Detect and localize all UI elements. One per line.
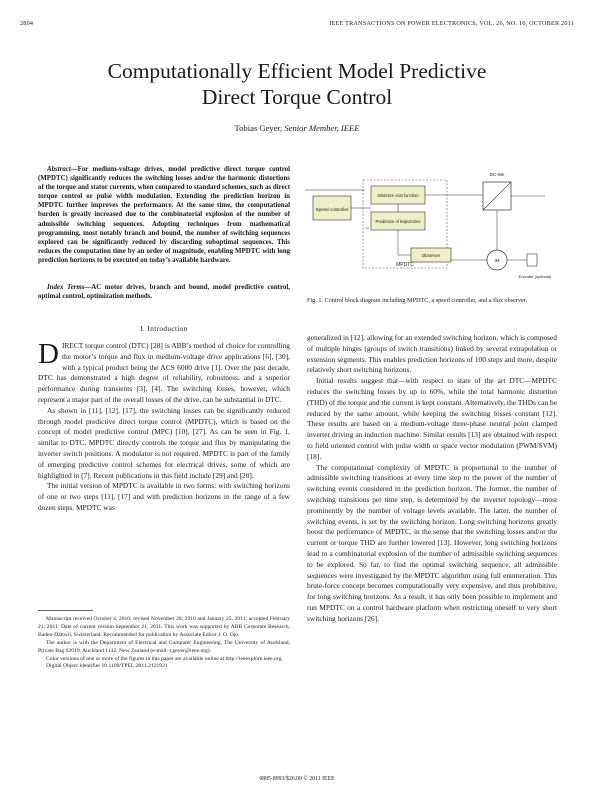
- right-column-body: [307, 333, 557, 625]
- encoder-block: [527, 254, 537, 266]
- left-column-body: [38, 338, 290, 514]
- index-terms-label: Index Terms: [47, 284, 85, 291]
- speed-controller-label: Speed controller: [315, 207, 349, 212]
- footnote-color: Color versions of one or more of the figures in this paper are available online at http://ieeexplore.ieee.org.: [46, 655, 283, 662]
- right-paragraph-2: Initial results suggest that—with respect to state of the art DTC—MPDTC reduces the switching losses by up to 60%, while the total harmonic distortion (THD) of the torque and the current is kept constant. Alternatively, the THDs can be reduced by the same amount, while keeping the switching losses constant [12]. These results are based on a medium-voltage three-phase neutral point clamped inverter driving an induction machine. Similar results [13] are obtained with respect to field oriented control with pulse width or space vector modulation (PWM/SVM) [18].: [307, 376, 557, 461]
- page-number: 2804: [20, 20, 34, 27]
- motor-label: IM: [494, 258, 500, 263]
- mpdtc-label: MPDTC: [396, 262, 414, 268]
- abstract-text: —For medium-voltage drives, model predictive direct torque control (MPDTC) significantly reduces the switching losses and/or the harmonic distortions of the torque and stator currents, when compared to standard schemes, such as direct torque control or pulse width modulation. Extending the prediction horizon in MPDTC further improves the performance. At the same time, the computational burden is greatly increased due to the combinatorial explosion of the number of admissible switching sequences. Adopting techniques from mathematical programming, most notably branch and bound, the number of switching sequences explored can be significantly reduced by discarding suboptimal sequences. This reduces the computation time by an order of magnitude, enabling MPDTC with long prediction horizons to be executed on today’s available hardware.: [38, 166, 290, 264]
- title-line-1: Computationally Efficient Model Predictive: [107, 59, 487, 83]
- journal-name: IEEE TRANSACTIONS ON POWER ELECTRONICS, VOL. 26, NO. 10, OCTOBER 2011: [329, 20, 574, 27]
- dc-link-label: DC-link: [489, 172, 505, 177]
- prediction-label: Prediction of trajectories: [375, 219, 421, 224]
- intro-paragraph-2: As shown in [11], [12], [17], the switching losses can be significantly reduced through model predictive direct torque control (MPDTC), which is based on the concept of model predictive control (MPC) [10], [27]. As can be seen in Fig. 1, similar to DTC, MPDTC directly controls the torque and flux by manipulating the inverter switch positions. A modulator is not required. MPDTC is part of the family of emerging predictive control schemes for electrical drives, some of which are highlighted in [7]. Recent publications in this field include [29] and [20].: [38, 405, 290, 480]
- author-line: [0, 123, 594, 133]
- minimize-label: Minimize cost function: [377, 193, 419, 198]
- author-grade: Senior Member, IEEE: [284, 123, 360, 133]
- author-name: Tobias Geyer,: [234, 123, 283, 133]
- footnote-manuscript: Manuscript received October 4, 2010; revised November 28, 2010 and January 25, 2011; accepted February 21, 2011. Date of current version September 21, 2011. This work was supported by ABB Corporate Research, Baden-Dättwil, Switzerland. Recommended for publication by Associate Editor J. O. Ojo.: [38, 616, 290, 638]
- running-header: [20, 20, 574, 32]
- intro-paragraph-3: The initial version of MPDTC is available in two forms: with switching horizons of one or two steps [11], [17] and with prediction horizons in the range of a few dozen steps. MPDTC was: [38, 481, 290, 512]
- footnote-rule: [38, 610, 93, 611]
- abstract: [38, 165, 290, 265]
- footnote-author: The author is with the Department of Electrical and Computer Engineering, The University of Auckland, Private Bag 92019, Auckland 1142, New Zealand (e-mail: t.geyer@ieee.org).: [38, 639, 290, 654]
- encoder-label: Encoder (optional): [518, 274, 552, 279]
- footnotes: [38, 616, 290, 671]
- copyright-line: 0885-8993/$26.00 © 2011 IEEE: [259, 776, 335, 782]
- right-paragraph-1: generalized in [12], allowing for an extended switching horizon, which is composed of multiple hinges (groups of switch transitions) linked by several extrapolation or extension segments. This enables prediction horizons of 100 steps and more, despite relatively short switching horizons.: [307, 333, 557, 375]
- intro-paragraph-1: IRECT torque control (DTC) [28] is ABB’s method of choice for controlling the motor’s torque and flux in medium-voltage drive applications [6], [30], with a typical product being the ACS 6000 drive [1]. Over the past decade, DTC has demonstrated a high degree of reliability, robustness, and a superior performance during transients [3], [4]. The switching losses, however, which represent a major part of the overall losses of the drive, can be substantial in DTC.: [38, 341, 290, 404]
- figure-1-caption: Fig. 1. Control block diagram including MPDTC, a speed controller, and a flux observer.: [307, 297, 528, 304]
- index-terms: [38, 283, 290, 301]
- index-terms-text: —AC motor drives, branch and bound, model predictive control, optimal control, optimization methods.: [38, 284, 290, 301]
- footnote-doi: Digital Object Identifier 10.1109/TPEL.2011.2121921: [46, 663, 168, 670]
- observer-label: Observer: [421, 253, 441, 258]
- section-heading-introduction: I. Introduction: [140, 325, 188, 333]
- abstract-label: Abstract: [47, 166, 71, 173]
- figure-1-block-diagram: [305, 168, 559, 290]
- title-line-2: Direct Torque Control: [201, 85, 393, 109]
- drop-cap: D: [38, 338, 59, 370]
- right-paragraph-3: The computational complexity of MPDTC is proportional to the number of admissible switching transitions at every time step to the power of the number of switching events considered in the prediction horizon. The former, the number of switching transitions per time step, is determined by the inverter topology—most prominently by the number of voltage levels available. The latter, the number of switching events, is set by the switching horizon. Long switching horizons greatly boost the performance of MPDTC, in the sense that the switching losses and/or the current or torque THD are further lowered [13]. However, long switching horizons lead to a combinatorial explosion of the number of admissible switching sequences to be explored. So far, to find the optimal switching sequence, all admissible sequences were investigated by the MPDTC algorithm using full enumeration. This brute-force concept becomes computationally very expensive, and thus prohibitive, for long switching horizons. As a result, it has only been possible to implement and run MPDTC on a control hardware platform when restricting oneself to very short switching horizons [26].: [307, 462, 557, 623]
- paper-title: [40, 58, 554, 110]
